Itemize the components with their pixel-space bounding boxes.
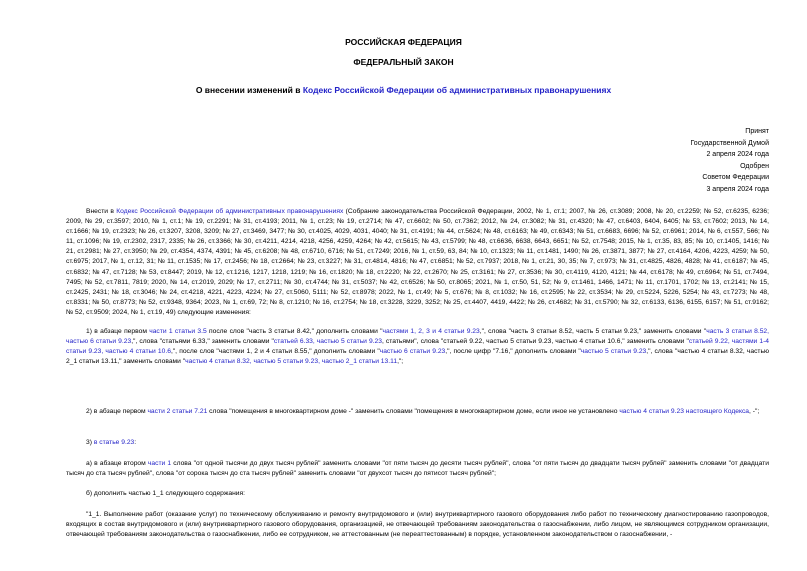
item2-text-c: , -"; bbox=[749, 408, 760, 415]
approved-label: Одобрен bbox=[740, 162, 769, 170]
accepted-label: Принят bbox=[745, 128, 769, 135]
item1-link-6[interactable]: частью 6 статьи 9.23 bbox=[379, 348, 446, 356]
council-date: 3 апреля 2024 года bbox=[706, 185, 769, 193]
item1-text-b: после слов "часть 3 статьи 8.42," дополнить словами " bbox=[206, 328, 383, 335]
item-3-paragraph bbox=[66, 438, 769, 448]
item1-text-f: ,", после слов "частями 1, 2 и 4 статьи 8.55," дополнить словами " bbox=[170, 348, 380, 356]
item2-link-2[interactable]: частью 4 статьи 9.23 настоящего Кодекса bbox=[619, 408, 750, 415]
intro-code-link[interactable]: Кодекс Российской Федерации об административных правонарушениях bbox=[116, 208, 344, 215]
item-1-paragraph bbox=[66, 327, 769, 367]
item2-text-b: слова "помещения в многоквартирном доме -" заменить словами "помещения в многоквартирном доме, если иное не установлено bbox=[207, 408, 620, 415]
item2-text-a: 2) в абзаце первом bbox=[86, 408, 148, 415]
item1-text-c: ,", слова "часть 3 статьи 8.52, часть 5 статьи 9.23," заменить словами " bbox=[479, 328, 707, 335]
intro-paragraph bbox=[66, 207, 769, 318]
item1-text-e: , статьями", слова "статьей 9.22, частью 5 статьи 9.23, частью 4 статьи 10.6," заменить словами " bbox=[381, 338, 689, 346]
federation-header: РОССИЙСКАЯ ФЕДЕРАЦИЯ bbox=[345, 37, 462, 47]
item1-link-5[interactable]: статьей 9.22, частями 1-4 статьи 9.23, частью 4 статьи 10.6 bbox=[66, 338, 770, 356]
item3-article-link[interactable]: в статье 9.23 bbox=[93, 439, 135, 446]
item1-text-a: 1) в абзаце первом bbox=[86, 328, 150, 335]
item1-text-g: ,", после цифр "7.16," дополнить словами " bbox=[445, 348, 581, 356]
title-code-link[interactable]: Кодекс Российской Федерации об административных правонарушениях bbox=[302, 85, 612, 95]
intro-sources: (Собрание законодательства Российской Федерации, 2002, № 1, ст.1; 2007, № 26, ст.3089; 2008, № 20, ст.2259; № 52, ст.6235, 6236; 2009, № 29, ст.3597; 2010, № 1, ст.1; № 19, ст.2291; № 31, ст.4193; 2011, № 1, ст.23; № 19, ст.2714; № 47, ст.6602; № 50, ст.7362; 2012, № 24, ст.3082; № 31, ст.4320; № 47, ст.6403, 6404, 6405; № 53, ст.7602; 2013, № 14, ст.1666; № 19, ст.2323; № 26, ст.3207, 3208, 3209; № 27, ст.3469, 3477; № 30, ст.4025, 4029, 4031, 4040; № 31, ст.4191; № 44, ст.5624; № 48, ст.6163; № 49, ст.6343; № 51, ст.6683, 6696; № 52, ст.6961; 2014, № 6, ст.557, 566; № 11, ст.1096; № 19, ст.2302, 2317, 2335; № 26, ст.3366; № 30, ст.4211, 4214, 4218, 4256, 4259, 4264; № 42, ст.5615; № 43, ст.5799; № 48, ст.6636, 6638, 6643, 6651; № 52, ст.7548; 2015, № 1, ст.35, 83, 85; № 10, ст.1405, 1416; № 21, ст.2981; № 27, ст.3950; № 29, ст.4354, 4374, 4391; № 45, ст.6208; № 48, ст.6710, 6716; № 51, ст.7249; 2016, № 1, ст.59, 63, 84; № 10, ст.1323; № 11, ст.1481, 1490; № 26, ст.3871, 3877; № 27, ст.4164, 4206, 4223, 4259; № 50, ст.6975; 2017, № 1, ст.12, 31; № 11, ст.1535; № 17, ст.2456; № 18, ст.2664; № 23, ст.3227; № 31, ст.4814, 4816; № 47, ст.6851; № 52, ст.7937; 2018, № 1, ст.21, 30, 35; № 7, ст.973; № 31, ст.4825, 4826, 4828; № 41, ст.6187; № 45, ст.6832; № 47, ст.7128; № 53, ст.8447; 2019, № 12, ст.1216, 1217, 1218, 1219; № 16, ст.1820; № 18, ст.2220; № 22, ст.2670; № 25, ст.3161; № 27, ст.3536; № 30, ст.4119, 4120, 4121; № 44, ст.6178; № 49, ст.6964; № 51, ст.7494, 7495; № 52, ст.7811, 7819; 2020, № 14, ст.2019, 2029; № 17, ст.2711; № 30, ст.4744; № 31, ст.5037; № 42, ст.6526; № 50, ст.8065; 2021, № 1, ст.50, 51, 52; № 9, ст.1461, 1466, 1471; № 11, ст.1701, 1702; № 13, ст.2141; № 15, ст.2425, 2431; № 18, ст.3046; № 24, ст.4218, 4221, 4223, 4224; № 27, ст.5060, 5111; № 52, ст.8978; 2022, № 1, ст.49; № 5, ст.676; № 8, ст.1032; № 16, ст.2595; № 22, ст.3534; № 29, ст.5224, 5226, 5254; № 43, ст.7273; № 48, ст.8331; № 50, ст.8773; № 52, ст.9348, 9364; 2023, № 1, ст.69, 72; № 8, ст.1210; № 16, ст.2754; № 18, ст.3228, 3229, 3252; № 25, ст.4407, 4419, 4422; № 26, ст.4682; № 31, ст.5790; № 32, ст.6133, 6136, 6155, 6157; № 51, ст.9162; № 52, ст.9509; 2024, № 1, ст.19, 49) следующие изменения: bbox=[66, 208, 769, 316]
sub-a-link[interactable]: части 1 bbox=[147, 460, 172, 467]
adoption-block bbox=[690, 126, 769, 195]
sub-a-paragraph bbox=[66, 459, 769, 479]
intro-text-start: Внести в bbox=[86, 208, 117, 215]
item3-text-a: 3) bbox=[86, 439, 94, 446]
sub-a-text-b: слова "от одной тысячи до двух тысяч рублей" заменить словами "от пяти тысяч до десяти тысяч рублей", слова "от пяти тысяч до двадцати тысяч рублей" заменить словами "от двадцати тысяч до ста тысяч рублей", слова "от сорока тысяч до ста тысяч рублей" заменить словами "от двухсот тысяч до пятисот тысяч рублей"; bbox=[66, 460, 769, 478]
item1-link-2[interactable]: частями 1, 2, 3 и 4 статьи 9.23 bbox=[382, 328, 480, 335]
item1-text-h: ,", слова "частью 4 статьи 8.32, частью 2_1 статьи 13.11," заменить словами " bbox=[66, 348, 769, 366]
law-title bbox=[0, 85, 807, 95]
sub-a-text-a: а) в абзаце втором bbox=[86, 460, 148, 467]
quote-paragraph bbox=[66, 510, 769, 540]
quote-text: "1_1. Выполнение работ (оказание услуг) по техническому обслуживанию и ремонту внутридомового и (или) внутриквартирного газового оборудования либо работ по техническому диагностированию газопроводов, входящих в состав внутридомового и (или) внутриквартирного газового оборудования, организацией, не отвечающей требованиям законодательства о газоснабжении, либо лицом, не являющимся сотрудником организации, отвечающей требованиям законодательства о газоснабжении, либо ее сотрудником, не аттестованным (не переаттестованным) в порядке, установленном законодательством о газоснабжении, - bbox=[66, 511, 769, 539]
council-label: Советом Федерации bbox=[702, 174, 769, 181]
duma-date: 2 апреля 2024 года bbox=[706, 151, 769, 158]
item1-link-4[interactable]: статьей 6.33, частью 5 статьи 9.23 bbox=[273, 338, 382, 346]
sub-b-text: б) дополнить частью 1_1 следующего содержания: bbox=[86, 490, 245, 497]
item1-link-3[interactable]: часть 3 статьи 8.52, частью 6 статьи 9.23 bbox=[66, 328, 769, 346]
sub-b-paragraph bbox=[66, 489, 769, 499]
item1-link-7[interactable]: частью 5 статьи 9.23 bbox=[580, 348, 647, 356]
item-2-paragraph bbox=[66, 407, 769, 417]
item1-link-8[interactable]: частью 4 статьи 8.32, частью 5 статьи 9.23, частью 2_1 статьи 13.11 bbox=[185, 358, 398, 366]
item3-text-b: : bbox=[134, 439, 137, 446]
duma-label: Государственной Думой bbox=[690, 139, 769, 147]
item1-link-1[interactable]: части 1 статьи 3.5 bbox=[149, 328, 207, 335]
item2-link-1[interactable]: части 2 статьи 7.21 bbox=[147, 408, 208, 415]
item1-text-d: ,", слова "статьями 6.33," заменить словами " bbox=[131, 338, 274, 346]
title-prefix: О внесении изменений в bbox=[195, 85, 303, 95]
law-type-header: ФЕДЕРАЛЬНЫЙ ЗАКОН bbox=[353, 57, 454, 67]
item1-text-i: ,"; bbox=[397, 358, 404, 366]
